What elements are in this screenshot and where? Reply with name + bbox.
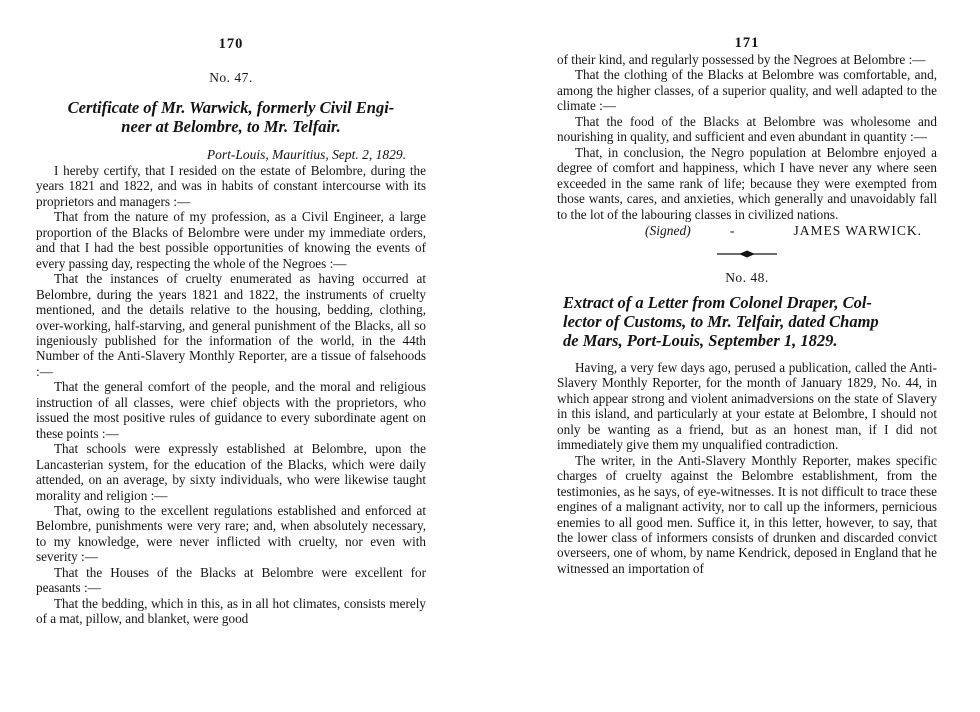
left-heading-line2: neer at Belombre, to Mr. Telfair. [121, 117, 341, 136]
right-heading [557, 293, 937, 350]
right-paragraph-3: That, in conclusion, the Negro population at Belombre enjoyed a degree of comfort and happiness, which I have never any where seen exceeded in the same rank of life; because they were exempted from those wants, cares, and anxieties, which generally and unavoidably fall to the lot of the labouring classes in civilized nations. [557, 144, 937, 222]
right-page-number: 171 [734, 35, 760, 51]
letter-paragraph-2: The writer, in the Anti-Slavery Monthly Reporter, makes specific charges of cruelty against the Belombre establishment, from the testimonies, as he says, of eye-witnesses. It is not difficult to trace these engines of a malignant activity, nor to call up the informers, pernicious enemies to all good men. Suffice it, in this letter, however, to say, that the lower class of informers consists of drunken and discarded convict overseers, one of whom, by name Kendrick, deposed in England that he witnessed an importation of [557, 452, 937, 576]
left-heading-line1: Certificate of Mr. Warwick, formerly Civil Engi- [67, 98, 395, 117]
right-doc-number: No. 48. [725, 269, 769, 285]
left-paragraph-2: That from the nature of my profession, as a Civil Engineer, a large proportion of the Blacks of Belombre were under my immediate orders, and that I had the best possible opportunities of knowing the events of every passing day, respecting the whole of the Negroes :— [36, 209, 426, 271]
right-paragraph-2: That the food of the Blacks at Belombre was wholesome and nourishing in quality, and sufficient and even abundant in quantity :— [557, 113, 937, 145]
left-doc-number: No. 47. [209, 70, 253, 85]
right-page [557, 0, 937, 712]
right-heading-line1: Extract of a Letter from Colonel Draper, Col- [563, 292, 872, 312]
left-paragraph-7: That the Houses of the Blacks at Belombre were excellent for peasants :— [36, 564, 426, 596]
right-heading-line2: lector of Customs, to Mr. Telfair, dated Champ [563, 311, 879, 331]
signature-dash: - [729, 222, 735, 238]
left-paragraph-8: That the bedding, which in this, as in all hot climates, consists merely of a mat, pillow, and blanket, were good [36, 595, 426, 627]
right-continuation: of their kind, and regularly possessed by the Negroes at Belombre :— [557, 52, 926, 67]
left-paragraph-3: That the instances of cruelty enumerated as having occurred at Belombre, during the years 1821 and 1822, the instruments of cruelty mentioned, and the details relative to the housing, bedding, clothing, over-working, half-starving, and general punishment of the Blacks, all so ingeniously published for the information of the world, in the 44th Number of the Anti-Slavery Monthly Reporter, are a tissue of falsehoods :— [36, 271, 426, 379]
left-heading [36, 98, 426, 136]
left-page [36, 0, 426, 712]
ornament-divider-icon [717, 249, 777, 259]
left-paragraph-4: That the general comfort of the people, and the moral and religious instruction of all classes, were chief objects with the proprietors, who issued the most positive rules of guidance to every subordinate agent on these points :— [36, 379, 426, 441]
signature-line [557, 223, 937, 239]
left-page-number: 170 [218, 36, 244, 52]
right-paragraph-1: That the clothing of the Blacks at Belombre was comfortable, and, among the higher classes, of a superior quality, and well adapted to the climate :— [557, 67, 937, 114]
left-paragraph-5: That schools were expressly established at Belombre, upon the Lancasterian system, for the education of the Blacks, which were daily attended, on an average, by sixty individuals, who were likewise taught morality and religion :— [36, 441, 426, 503]
left-dateline: Port-Louis, Mauritius, Sept. 2, 1829. [206, 147, 406, 162]
right-heading-line3: de Mars, Port-Louis, September 1, 1829. [563, 330, 838, 350]
letter-paragraph-1: Having, a very few days ago, perused a publication, called the Anti-Slavery Monthly Reporter, for the month of January 1829, No. 44, in which appear strong and violent animadversions on the state of Slavery in this island, and particularly at your estate at Belombre, I should not only be wanting as a friend, but as an honest man, if I did not immediately give them my unqualified contradiction. [557, 359, 937, 453]
left-paragraph-6: That, owing to the excellent regulations established and enforced at Belombre, punishments were very rare; and, when absolutely necessary, to my knowledge, were never inflicted with cruelty, nor even with severity :— [36, 502, 426, 565]
signed-label: (Signed) [645, 222, 691, 238]
signer-name: JAMES WARWICK. [793, 222, 922, 238]
left-paragraph-1: I hereby certify, that I resided on the estate of Belombre, during the years 1821 and 1822, and was in habits of constant intercourse with its proprietors and managers :— [36, 163, 426, 209]
